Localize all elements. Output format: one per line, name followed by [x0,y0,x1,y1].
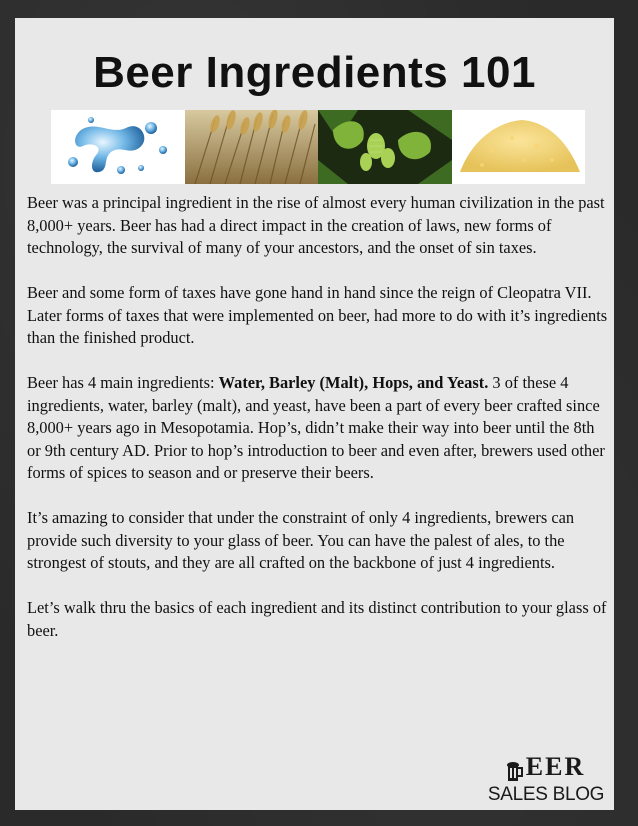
paragraph-text: 3 of these 4 ingredients, water, barley (malt), and yeast, have been a part of every beer crafted since 8,000+ years ago in Mesopotamia. Hop’s, didn’t make their way into beer until the 8th or 9th century AD. Prior to hop’s introduction to beer and even after, brewers used other forms of spices to season and or preserve their beers. [27,373,605,482]
beer-sales-blog-logo [481,752,611,806]
paragraph: Beer was a principal ingredient in the rise of almost every human civilization in the past 8,000+ years. Beer has had a direct impact in the creation of laws, new forms of technology, the survival of many of your ancestors, and the onset of sin taxes. [27,193,605,257]
paragraph: Beer and some form of taxes have gone hand in hand since the reign of Cleopatra VII. Later forms of taxes that were implemented on beer, had more to do with it’s ingredients than the finished product. [27,283,608,347]
water-image [51,110,185,184]
logo-subtitle: SALES BLOG [487,784,605,805]
yeast-image [452,110,586,184]
ingredients-list: Water, Barley (Malt), Hops, and Yeast. [218,373,489,392]
page-title: Beer Ingredients 101 [93,48,536,97]
barley-image [185,110,319,184]
paragraph: It’s amazing to consider that under the constraint of only 4 ingredients, brewers can provide such diversity to your glass of beer. You can have the palest of ales, to the strongest of stouts, and they are all crafted on the backbone of just 4 ingredients. [27,508,575,572]
article-body [27,192,611,665]
content-panel [15,18,614,810]
logo-wordmark [481,752,611,782]
hops-image [318,110,452,184]
paragraph-ingredients [27,372,611,485]
ingredient-image-strip [51,110,585,184]
paragraph: Let’s walk thru the basics of each ingredient and its distinct contribution to your glass of beer. [27,598,607,640]
paragraph-text: Beer has 4 main ingredients: [27,373,219,392]
beer-mug-icon [507,762,523,782]
logo-word: EER [525,752,586,781]
